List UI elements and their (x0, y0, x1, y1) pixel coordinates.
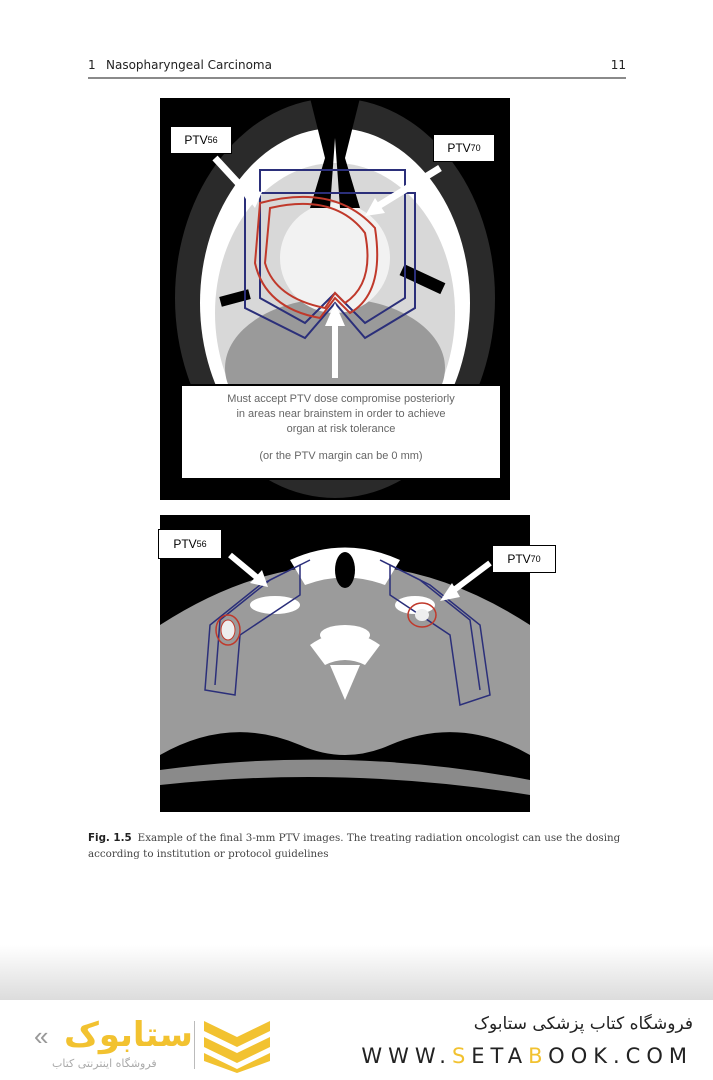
figure-label: Fig. 1.5 (88, 832, 132, 844)
running-head (88, 56, 626, 76)
site-url[interactable] (361, 1044, 693, 1068)
note-line-1: Must accept PTV dose compromise posteriorly (227, 393, 455, 405)
url-part: OOK.COM (548, 1044, 693, 1068)
label-ptv56-bottom (158, 529, 222, 559)
logo-separator (194, 1021, 195, 1069)
url-part-highlight: S (451, 1044, 472, 1068)
chevron-stack-icon (202, 1019, 272, 1074)
header-rule (88, 77, 626, 79)
store-name: فروشگاه کتاب پزشکی ستابوک (473, 1014, 693, 1034)
logo-brand-text: ستابوک (64, 1015, 193, 1055)
logo-tagline: فروشگاه اینترنتی کتاب (52, 1057, 157, 1070)
footer-shadow (0, 945, 713, 1000)
label-ptv56-top (170, 126, 232, 154)
ct-image-neck (160, 515, 541, 812)
label-ptv70-bottom (492, 545, 556, 573)
label-subscript: 56 (207, 135, 218, 145)
label-subscript: 70 (470, 143, 481, 153)
label-text: PTV (447, 141, 471, 155)
caption-text: Example of the final 3-mm PTV images. The treating radiation oncologist can use the dosing according to institution or protocol guidelines (88, 832, 621, 860)
url-part: ETA (471, 1044, 529, 1068)
label-subscript: 56 (196, 539, 207, 549)
label-subscript: 70 (530, 554, 541, 564)
note-line-3: organ at risk tolerance (286, 423, 396, 435)
page-number: 11 (610, 58, 626, 72)
note-line-4: (or the PTV margin can be 0 mm) (259, 450, 423, 462)
label-text: PTV (507, 552, 531, 566)
label-ptv70-top (433, 134, 495, 162)
annotation-note (180, 384, 502, 480)
setabook-logo[interactable] (34, 1015, 274, 1075)
note-line-2: in areas near brainstem in order to achieve (236, 408, 446, 420)
ct-scan-graphic (160, 515, 530, 812)
url-part: WWW. (361, 1044, 452, 1068)
label-text: PTV (184, 133, 208, 147)
double-chevron-icon: « (34, 1021, 49, 1051)
chapter-title: Nasopharyngeal Carcinoma (106, 58, 272, 72)
url-part-highlight: B (528, 1044, 549, 1068)
chapter-number: 1 (88, 58, 96, 72)
label-text: PTV (173, 537, 197, 551)
figure-caption (88, 830, 628, 862)
